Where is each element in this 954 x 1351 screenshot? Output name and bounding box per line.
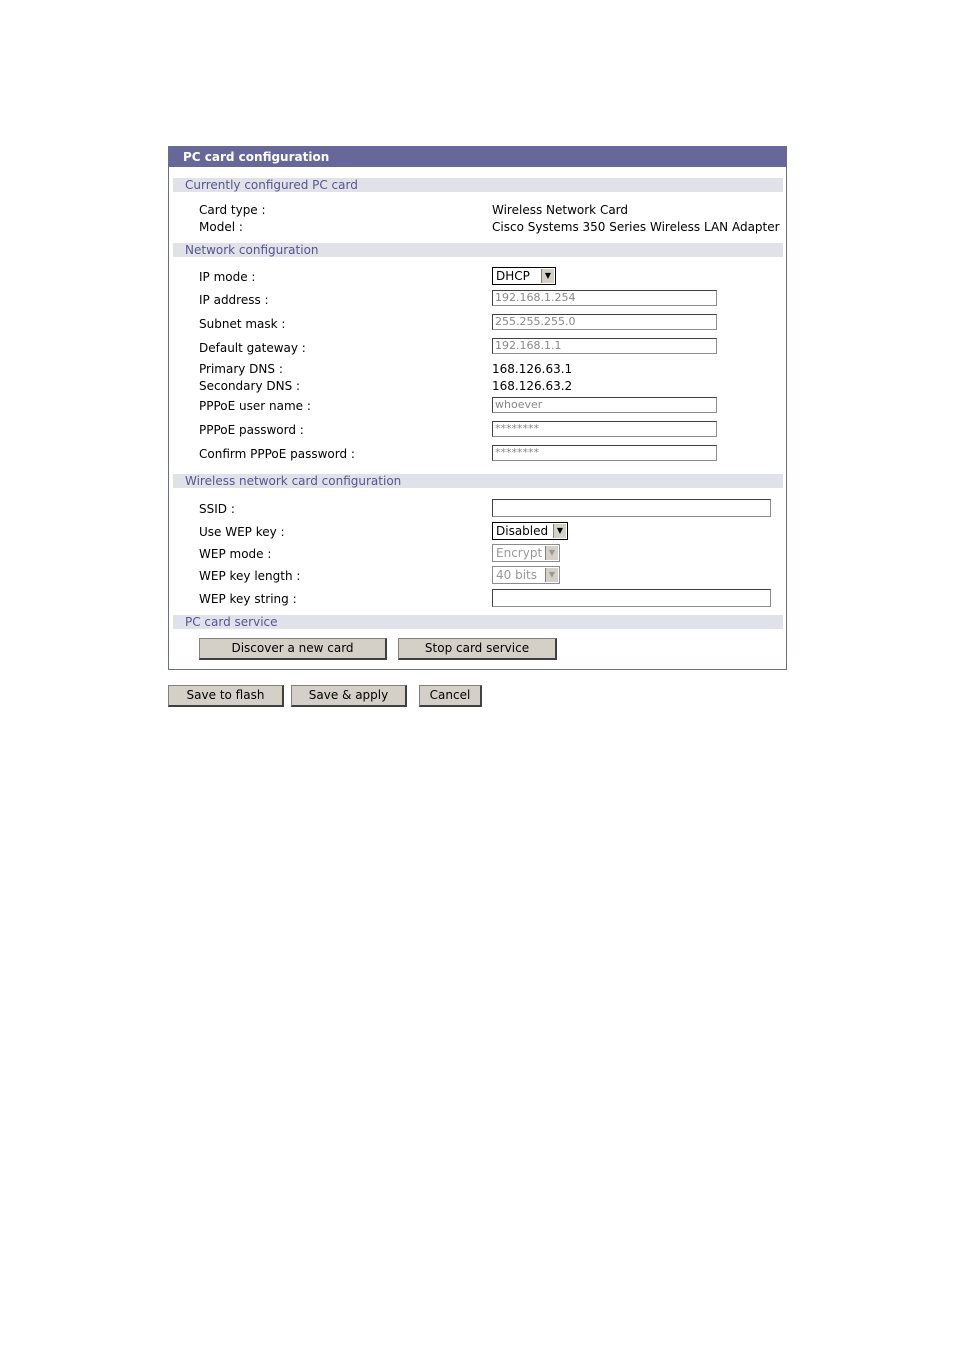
wep-length-label: WEP key length : — [199, 569, 301, 583]
save-to-flash-button[interactable]: Save to flash — [168, 685, 284, 707]
ssid-field[interactable] — [492, 499, 771, 517]
save-apply-button[interactable]: Save & apply — [291, 685, 407, 707]
secondary-dns-value: 168.126.63.2 — [492, 379, 573, 393]
chevron-down-icon: ▼ — [545, 568, 558, 582]
ssid-label: SSID : — [199, 502, 235, 516]
ip-mode-value: DHCP — [496, 269, 530, 283]
discover-card-button[interactable]: Discover a new card — [199, 638, 387, 660]
confirm-password-label: Confirm PPPoE password : — [199, 447, 355, 461]
panel-title: PC card configuration — [169, 147, 786, 167]
pc-card-config-panel — [168, 146, 787, 670]
gateway-field[interactable]: 192.168.1.1 — [492, 338, 717, 354]
model-label: Model : — [199, 220, 243, 234]
wep-string-field[interactable] — [492, 589, 771, 607]
use-wep-label: Use WEP key : — [199, 525, 285, 539]
wep-mode-value: Encrypt — [496, 546, 543, 560]
wep-length-select[interactable] — [492, 566, 560, 584]
ip-mode-select[interactable] — [492, 267, 556, 285]
cancel-button[interactable]: Cancel — [419, 685, 482, 707]
chevron-down-icon[interactable]: ▼ — [541, 269, 554, 283]
ip-mode-label: IP mode : — [199, 270, 256, 284]
stop-card-service-button[interactable]: Stop card service — [398, 638, 557, 660]
section-network: Network configuration — [173, 243, 783, 257]
subnet-mask-field[interactable]: 255.255.255.0 — [492, 314, 717, 330]
wep-length-value: 40 bits — [496, 568, 537, 582]
primary-dns-label: Primary DNS : — [199, 362, 283, 376]
subnet-mask-label: Subnet mask : — [199, 317, 286, 331]
confirm-password-field[interactable]: ******** — [492, 445, 717, 461]
pppoe-user-field[interactable]: whoever — [492, 397, 717, 413]
section-wireless: Wireless network card configuration — [173, 474, 783, 488]
wep-string-label: WEP key string : — [199, 592, 297, 606]
section-current-card: Currently configured PC card — [173, 178, 783, 192]
wep-mode-select[interactable] — [492, 544, 560, 562]
card-type-label: Card type : — [199, 203, 266, 217]
primary-dns-value: 168.126.63.1 — [492, 362, 573, 376]
secondary-dns-label: Secondary DNS : — [199, 379, 301, 393]
pppoe-password-label: PPPoE password : — [199, 423, 304, 437]
chevron-down-icon: ▼ — [545, 546, 558, 560]
use-wep-select[interactable] — [492, 522, 568, 540]
ip-address-label: IP address : — [199, 293, 269, 307]
pppoe-password-field[interactable]: ******** — [492, 421, 717, 437]
model-value: Cisco Systems 350 Series Wireless LAN Adapter — [492, 220, 780, 234]
use-wep-value: Disabled — [496, 524, 549, 538]
pppoe-user-label: PPPoE user name : — [199, 399, 311, 413]
chevron-down-icon[interactable]: ▼ — [553, 524, 566, 538]
wep-mode-label: WEP mode : — [199, 547, 272, 561]
section-service: PC card service — [173, 615, 783, 629]
gateway-label: Default gateway : — [199, 341, 306, 355]
ip-address-field[interactable]: 192.168.1.254 — [492, 290, 717, 306]
card-type-value: Wireless Network Card — [492, 203, 629, 217]
